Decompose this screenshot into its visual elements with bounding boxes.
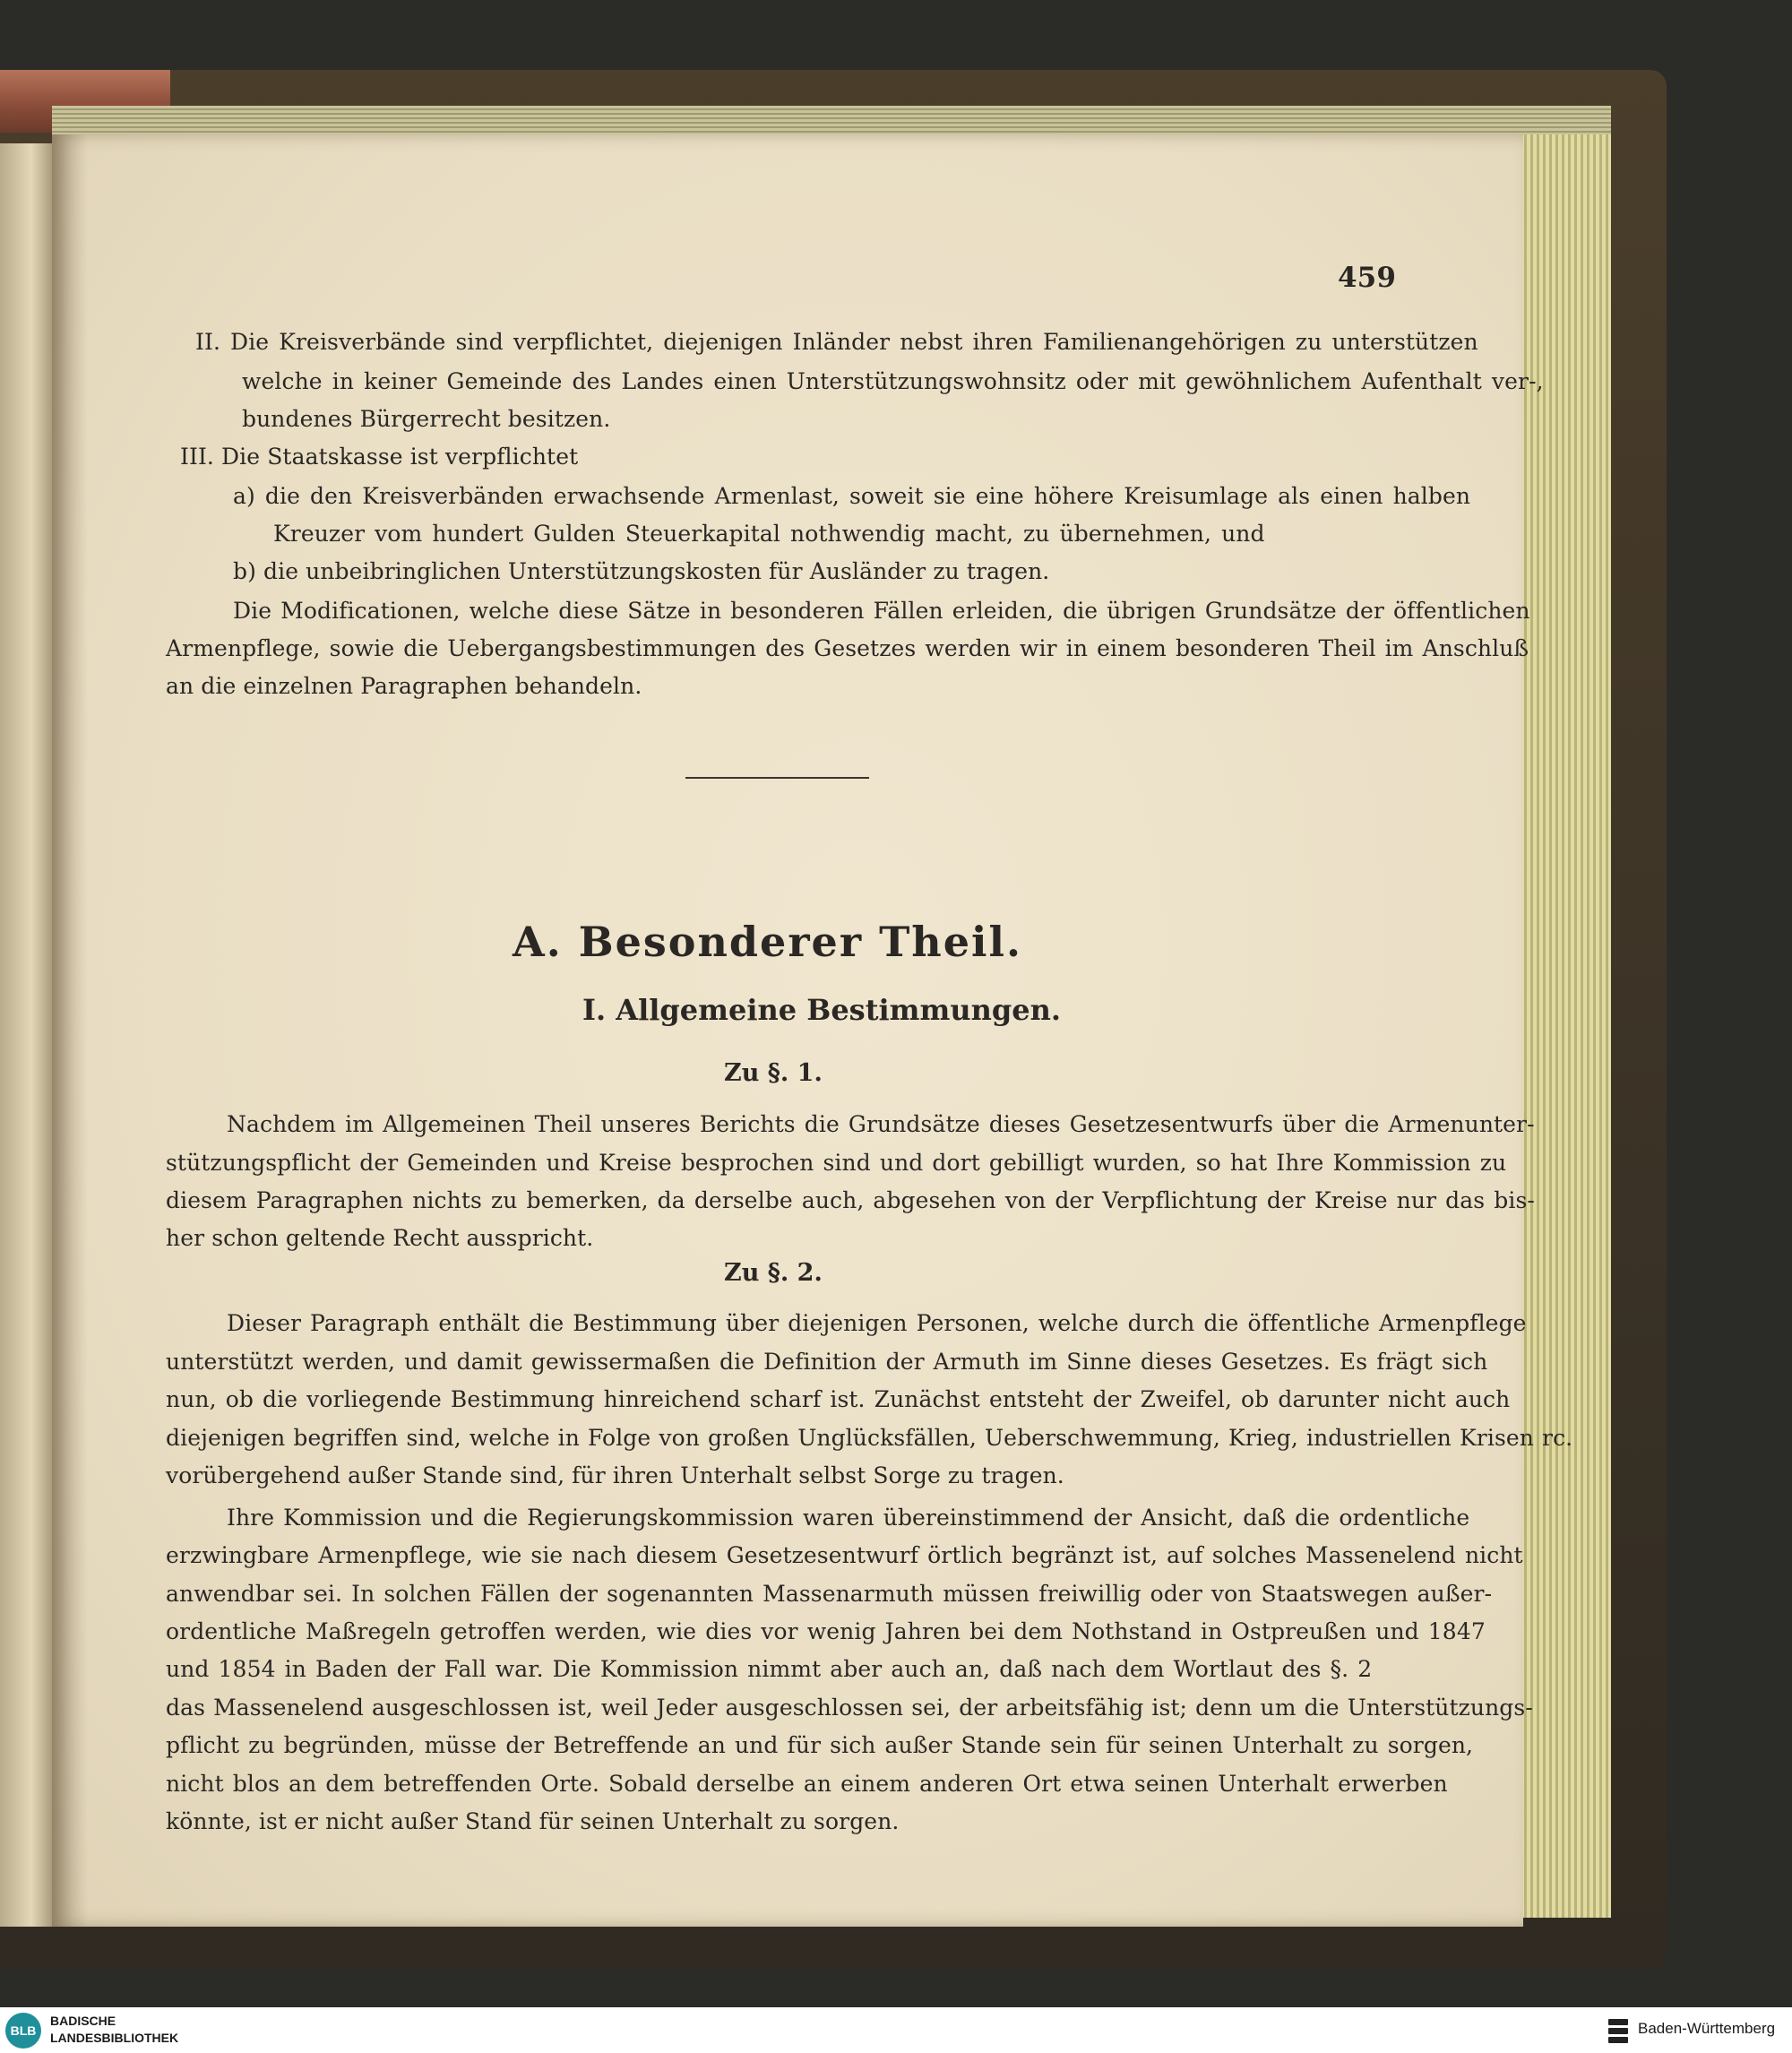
text-line: unterstützt werden, und damit gewissermaßen die Definition der Armuth im Sinne dieses Gesetzes. Es frägt sich — [166, 1349, 1488, 1375]
blb-name-line-1: BADISCHE — [50, 2014, 116, 2028]
text-line: Ihre Kommission und die Regierungskommission waren übereinstimmend der Ansicht, daß die ordentliche — [227, 1505, 1470, 1531]
page-number: 459 — [1338, 262, 1397, 294]
text-line: anwendbar sei. In solchen Fällen der sogenannten Massenarmuth müssen freiwillig oder von Staatswegen außer- — [166, 1581, 1493, 1607]
text-line: nicht blos an dem betreffenden Orte. Sobald derselbe an einem anderen Ort etwa seinen Unterhalt erwerben — [166, 1771, 1448, 1797]
text-line: III. Die Staatskasse ist verpflichtet — [180, 444, 579, 470]
blb-library-name[interactable] — [50, 2013, 178, 2047]
text-line: II. Die Kreisverbände sind verpflichtet, diejenigen Inländer nebst ihren Familienangehörigen zu unterstützen — [195, 329, 1478, 355]
text-line: vorübergehend außer Stande sind, für ihren Unterhalt selbst Sorge zu tragen. — [166, 1462, 1064, 1488]
text-line: her schon geltende Recht ausspricht. — [166, 1225, 594, 1251]
paragraph-heading-2: Zu §. 2. — [724, 1259, 823, 1287]
section-divider — [685, 777, 869, 779]
section-heading: A. Besonderer Theil. — [513, 918, 1022, 966]
text-line: Kreuzer vom hundert Gulden Steuerkapital nothwendig macht, zu übernehmen, und — [273, 521, 1265, 547]
text-line: Nachdem im Allgemeinen Theil unseres Berichts die Grundsätze dieses Gesetzesentwurfs über die Armenunter- — [227, 1111, 1535, 1137]
blb-name-line-2: LANDESBIBLIOTHEK — [50, 2031, 179, 2045]
blb-logo-icon[interactable]: BLB — [5, 2013, 41, 2049]
text-line: Die Modificationen, welche diese Sätze in besonderen Fällen erleiden, die übrigen Grundsätze der öffentlichen — [233, 598, 1530, 624]
text-line: und 1854 in Baden der Fall war. Die Kommission nimmt aber auch an, daß nach dem Wortlaut des §. 2 — [166, 1656, 1373, 1682]
text-line: ordentliche Maßregeln getroffen werden, wie dies vor wenig Jahren bei dem Nothstand in Ostpreußen und 1847 — [166, 1618, 1486, 1644]
text-line: pflicht zu begründen, müsse der Betreffende an und für sich außer Stande sein für seinen Unterhalt zu sorgen, — [166, 1732, 1474, 1758]
text-line: bundenes Bürgerrecht besitzen. — [242, 406, 611, 432]
text-line: das Massenelend ausgeschlossen ist, weil Jeder ausgeschlossen sei, der arbeitsfähig ist; denn um die Unterstützungs- — [166, 1695, 1533, 1721]
page-block-right-edge — [1514, 134, 1611, 1918]
gutter-shadow — [52, 134, 88, 1927]
text-line: an die einzelnen Paragraphen behandeln. — [166, 673, 642, 699]
viewer-footer — [0, 2007, 1792, 2053]
left-page-edge — [0, 143, 52, 1927]
text-line: erzwingbare Armenpflege, wie sie nach diesem Gesetzesentwurf örtlich begränzt ist, auf solches Massenelend nicht — [166, 1542, 1523, 1568]
baden-wuerttemberg-label[interactable]: Baden-Württemberg — [1638, 2020, 1776, 2037]
baden-wuerttemberg-lions-icon[interactable] — [1606, 2016, 1631, 2045]
text-line: stützungspflicht der Gemeinden und Kreise besprochen sind und dort gebilligt wurden, so hat Ihre Kommission zu — [166, 1150, 1507, 1176]
text-line: könnte, ist er nicht außer Stand für seinen Unterhalt zu sorgen. — [166, 1808, 900, 1834]
text-line: b) die unbeibringlichen Unterstützungskosten für Ausländer zu tragen. — [233, 558, 1050, 584]
text-line: Armenpflege, sowie die Uebergangsbestimmungen des Gesetzes werden wir in einem besonderen Theil im Anschluß — [166, 635, 1529, 661]
text-line: welche in keiner Gemeinde des Landes einen Unterstützungswohnsitz oder mit gewöhnlichem Aufenthalt ver-, — [242, 368, 1544, 394]
text-line: nun, ob die vorliegende Bestimmung hinreichend scharf ist. Zunächst entsteht der Zweifel, ob darunter nicht auch — [166, 1386, 1511, 1412]
subsection-heading: I. Allgemeine Bestimmungen. — [582, 993, 1062, 1027]
text-line: a) die den Kreisverbänden erwachsende Armenlast, soweit sie eine höhere Kreisumlage als einen halben — [233, 483, 1471, 509]
text-line: diesem Paragraphen nichts zu bemerken, da derselbe auch, abgesehen von der Verpflichtung der Kreise nur das bis- — [166, 1187, 1535, 1213]
text-line: diejenigen begriffen sind, welche in Folge von großen Unglücksfällen, Ueberschwemmung, Krieg, industriellen Krisen rc. — [166, 1425, 1573, 1451]
text-line: Dieser Paragraph enthält die Bestimmung über diejenigen Personen, welche durch die öffentliche Armenpflege — [227, 1310, 1527, 1336]
paragraph-heading-1: Zu §. 1. — [724, 1059, 823, 1087]
